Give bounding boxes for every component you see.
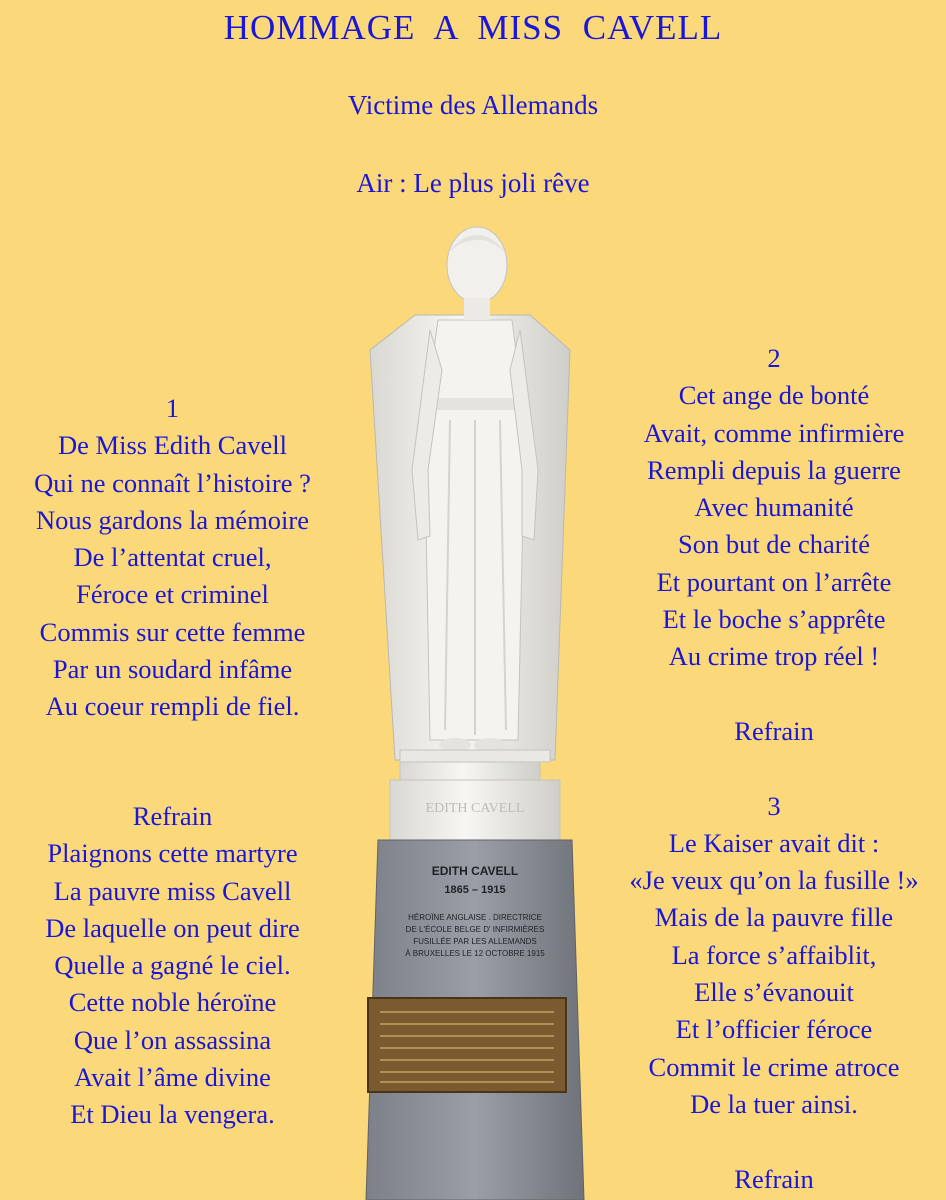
verse-line: Commis sur cette femme [39, 616, 306, 647]
refrain-label: Refrain [132, 801, 213, 831]
verse-line: Rempli depuis la guerre [647, 454, 901, 485]
verse-2-and-3 [602, 340, 946, 1198]
verse-1 [0, 390, 345, 726]
verse-line: Au crime trop réel ! [668, 641, 880, 672]
page-title: HOMMAGE A MISS CAVELL [223, 8, 723, 47]
refrain-line: La pauvre miss Cavell [53, 875, 292, 906]
verse-line: Cet ange de bonté [678, 380, 870, 411]
monument-dates: 1865 – 1915 [444, 884, 506, 896]
refrain-line: Cette noble héroïne [68, 987, 277, 1018]
inscription-line: FUSILLÉE PAR LES ALLEMANDS [413, 937, 537, 946]
verse-line: Elle s’évanouit [694, 977, 854, 1008]
tune-line: Air : Le plus joli rêve [356, 168, 590, 198]
refrain-line: Avait l’âme divine [74, 1062, 271, 1093]
refrain-reference: Refrain [734, 1163, 814, 1194]
verse-line: Avait, comme infirmière [643, 417, 905, 448]
verse-line: De Miss Edith Cavell [58, 430, 287, 461]
verse-line: Féroce et criminel [76, 579, 269, 610]
inscription-line: DE L'ÉCOLE BELGE D' INFIRMIÈRES [405, 925, 545, 934]
verse-line: Le Kaiser avait dit : [668, 827, 880, 858]
refrain-line: Plaignons cette martyre [47, 838, 298, 869]
verse-line: Avec humanité [694, 492, 854, 523]
refrain-reference: Refrain [734, 715, 814, 746]
inscription-line: À BRUXELLES LE 12 OCTOBRE 1915 [405, 949, 545, 958]
monument-name: EDITH CAVELL [431, 864, 519, 878]
subtitle: Victime des Allemands [347, 90, 599, 120]
verse-line: «Je veux qu’on la fusille !» [629, 865, 919, 896]
refrain-line: Quelle a gagné le ciel. [54, 950, 291, 981]
verse-line: De la tuer ainsi. [690, 1088, 858, 1119]
refrain-line: De laquelle on peut dire [45, 912, 300, 943]
refrain-line: Et Dieu la vengera. [70, 1099, 275, 1130]
verse-line: De l’attentat cruel, [73, 542, 272, 573]
verse-line: La force s’affaiblit, [671, 939, 877, 970]
verse-line: Nous gardons la mémoire [35, 504, 310, 535]
pedestal-engraving: EDITH CAVELL [425, 801, 525, 816]
verse-2-number: 2 [767, 343, 781, 373]
verse-line: Par un soudard infâme [52, 654, 293, 685]
verse-line: Et le boche s’apprête [662, 604, 886, 635]
verse-line: Commit le crime atroce [648, 1051, 900, 1082]
verse-1-number: 1 [165, 393, 180, 423]
verse-line: Au coeur rempli de fiel. [45, 691, 300, 722]
verse-line: Son but de charité [677, 529, 871, 560]
verse-line: Et l’officier féroce [675, 1014, 873, 1045]
verse-3-number: 3 [767, 790, 781, 821]
refrain [0, 798, 345, 1134]
statue-image [360, 220, 590, 1200]
inscription-line: HÉROÏNE ANGLAISE . DIRECTRICE [408, 913, 542, 922]
verse-line: Mais de la pauvre fille [654, 902, 894, 933]
refrain-line: Que l’on assassina [73, 1024, 272, 1055]
verse-line: Et pourtant on l’arrête [656, 566, 892, 597]
verse-line: Qui ne connaît l’histoire ? [34, 467, 311, 498]
